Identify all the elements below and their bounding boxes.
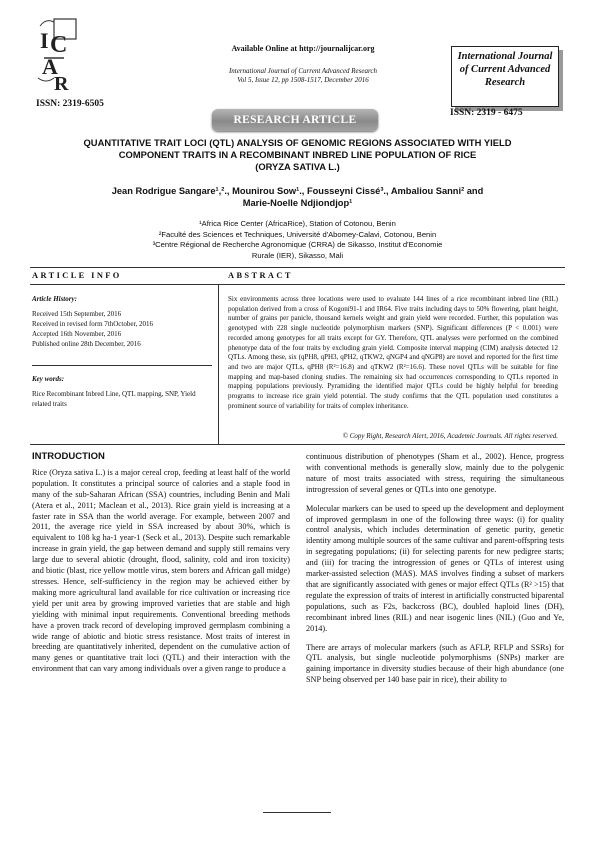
available-online-link[interactable]: Available Online at http://journalijcar.org (231, 44, 375, 53)
divider (30, 284, 565, 285)
journal-citation-name: International Journal of Current Advanced Research (228, 67, 378, 75)
body-paragraph: Molecular markers can be used to speed up the development and deployment of improved germplasm in one of the following three ways: (i) for quality control analysis, which includes determination of genetic purity, genetic identity among multiple sources of the same cultivar and parent-offspring tests in segregating populations; (ii) for selecting parents for new pedigree starts; and (iii) for tracing the introgression of genes or QTLs of interest using marker-assisted selection (MAS). MAS involves finding a subset of markers that are significantly associated with genes or major effect QTLs (R² >15) that regulate the expression of traits of interest in artificially constructed biparental populations, such as F2s, backcross (BC), doubled haploid lines (DH), recombinant inbred lines (RIL) and near isogenic lines (NIL) (Guo and Ye, 2014). (306, 503, 564, 633)
author-list (30, 185, 565, 209)
date-received: Received 15th September, 2016 (32, 310, 122, 318)
journal-citation-volume: Vol 5, Issue 12, pp 1508-1517, December 2016 (237, 75, 369, 84)
article-info-heading: ARTICLE INFO (32, 271, 122, 280)
footer-rule (263, 812, 331, 813)
svg-text:I: I (40, 28, 49, 53)
date-revised: Received in revised form 7thOctober, 2016 (32, 320, 154, 328)
copyright: © Copy Right, Research Alert, 2016, Academic Journals. All rights reserved. (342, 432, 558, 440)
journal-header (168, 44, 438, 84)
introduction-heading: INTRODUCTION (32, 451, 105, 462)
divider (30, 267, 565, 268)
affiliation: ¹Africa Rice Center (AfricaRice), Station of Cotonou, Benin (199, 219, 396, 228)
svg-text:A: A (42, 54, 58, 79)
body-paragraph: There are arrays of molecular markers (such as AFLP, RFLP and SSRs) for QTL analysis, but single nucleotide polymorphisms (SNPs) marker are gaining importance in diversity studies because of their high abundance (one SNP being observed per 140 base pair in rice), their ability to (306, 642, 564, 685)
divider (30, 444, 565, 445)
paper-title (30, 137, 565, 173)
divider (32, 365, 212, 366)
author-line: Marie-Noelle Ndjiondjop¹ (242, 198, 353, 208)
issn-left: ISSN: 2319-6505 (36, 99, 104, 109)
svg-text:R: R (54, 73, 69, 94)
abstract-heading: ABSTRACT (228, 271, 293, 280)
keywords-text: Rice Recombinant Inbred Line, QTL mapping, SNP, Yield related traits (32, 390, 196, 408)
author-line: Jean Rodrigue Sangare¹,²., Mounirou Sow¹., Fousseyni Cissé³., Ambaliou Sanni² and (111, 186, 484, 196)
affiliation: ³Centre Régional de Recherche Agronomique (CRRA) de Sikasso, Institut d'Economie (152, 240, 443, 249)
history-dates (32, 309, 212, 349)
title-line: COMPONENT TRAITS IN A RECOMBINANT INBRED LINE POPULATION OF RICE (118, 149, 477, 160)
date-accepted: Accepted 16th November, 2016 (32, 330, 122, 338)
issn-right: ISSN: 2319 - 6475 (450, 108, 523, 118)
research-article-banner: RESEARCH ARTICLE (212, 109, 378, 131)
abstract-text: Six environments across three locations were used to evaluate 144 lines of a rice recombinant inbred line (RIL) population derived from a cross of Kogoni91-1 and IR64. Five traits including days to 50% flowering, plant height, number of grains per panicle, thousand kernels weight and grain yield were recorded. Further, this population was genotyped with 228 single nucleotide polymorphism markers (SNP). Significant differences (P < 0.001) were recorded among genotypes for all traits except for GY. Therefore, QTL analyses were performed on the combined phenotype data of the four traits by excluding grain yield. Composite interval mapping (CIM) analysis detected 12 QTLs. Among these, six (qPH8, qPH3, qPH2, qTKW2, qNGP4 and qNGP8) are novel and reported for the first time and two are major QTLs, qPH8 (R²=16.8) and qTKW2 (R²=16.6). These novel QTLs will be suitable for fine mapping and map-based cloning studies. The remaining six had occurrences corresponding to QTLs reported in mapping populations previously. Pyramiding the identified major QTLs could be highly helpful for breeding programs to increase rice grain yield potential. The study confirms that the QTL population used constitutes a prominent source of variability for traits of complex inheritance. (228, 295, 558, 410)
title-line: QUANTITATIVE TRAIT LOCI (QTL) ANALYSIS OF GENOMIC REGIONS ASSOCIATED WITH YIELD (83, 137, 512, 148)
article-history (32, 295, 212, 349)
journal-title-box (451, 46, 559, 107)
journal-citation (168, 67, 438, 84)
affiliation: ²Faculté des Sciences et Techniques, Université d'Abomey-Calavi, Cotonou, Benin (158, 229, 437, 239)
keywords-heading: Key words: (32, 375, 65, 383)
journal-logo (36, 18, 78, 94)
svg-text:C: C (50, 32, 68, 58)
date-published: Published online 28th December, 2016 (32, 340, 141, 348)
title-line: (ORYZA SATIVA L.) (255, 161, 340, 172)
journal-box-line: International Journal (457, 51, 553, 62)
body-column-left (32, 452, 290, 683)
body-column-right (306, 452, 564, 694)
journal-box-line: Research (484, 77, 526, 88)
affiliations (30, 219, 565, 261)
affiliation: Rurale (IER), Sikasso, Mali (251, 250, 344, 260)
keywords-block (32, 375, 212, 409)
column-divider (218, 284, 219, 444)
history-heading: Article History: (32, 295, 77, 303)
journal-box-line: of Current Advanced (459, 64, 551, 75)
body-paragraph: continuous distribution of phenotypes (Sham et al., 2002). Hence, progress with conventional methods is generally slow, mainly due to the polygenic nature of most traits associated with stress, requiring the simultaneous introgression of several genes or QTLs into one genotype. (306, 452, 564, 494)
body-paragraph: Rice (Oryza sativa L.) is a major cereal crop, feeding at least half of the world population. It constitutes a principal source of calories and a staple food in many of the sub-Saharan African (SSA) countries, including Benin and Mali (Atera et al., 2011; Maclean et al., 2013). Rice grain yield is increasing at a faster rate in SSA than the world average. For example, between 2007 and 2011, the average rice yield in SSA increased by about 30%, which is equivalent to 108 kg ha-1 year-1 (Seck et al., 2013). Despite such remarkable increase in grain yield, the gap between demand and supply still remains very large due to several abiotic (drought, flood, salinity, cold and iron toxicity) and biotic (blast, rice yellow mottle virus, stem borers and African gall midge) stresses. Hence, self-sufficiency in the region may be achieved either by making more agricultural land available for rice cultivation or increasing rice yield per unit area by growing improved varieties that are stable and high yielding with minimal input requirements. Conventional breeding methods have a proven track record of developing improved germplasm combining a wide range of abiotic and biotic stress resistance. Most traits of interest in breeding are quantitatively inherited, dependent on the cumulative action of many genes or quantitative trait loci (QTL) and their interaction with the environment that can vary among individuals over a given range to produce a (32, 467, 290, 674)
